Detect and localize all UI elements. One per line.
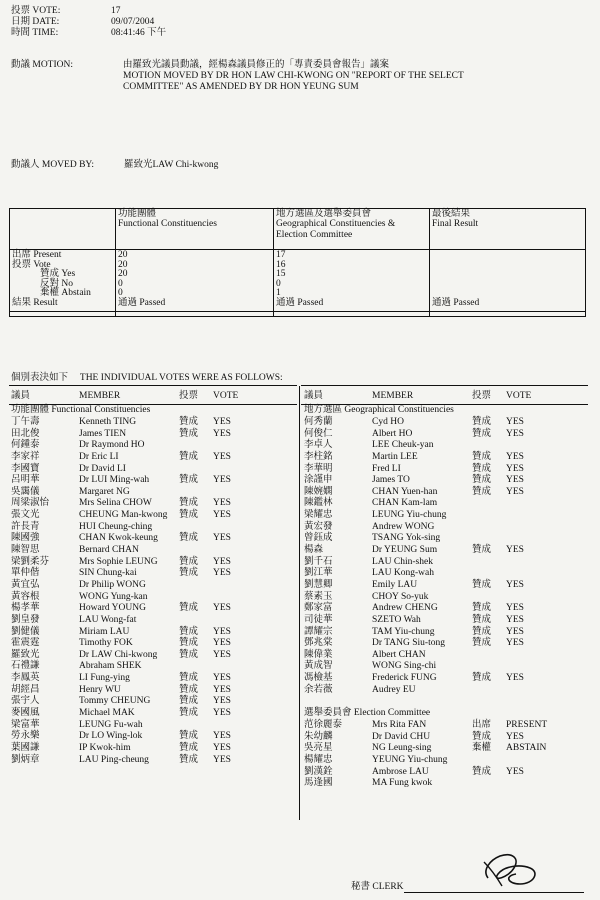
member-name-cn: 石禮謙 [11,661,40,672]
member-name-cn: 劉炳章 [11,754,40,765]
date-label: 日期 DATE: [11,17,60,27]
vote-cn: 贊成 [179,475,199,486]
left-column-headers: 議員 MEMBER 投票 VOTE [11,391,239,402]
fc-member-row [11,719,273,731]
vote-cn: 贊成 [179,603,199,614]
fc-member-row [11,754,273,766]
gc-member-row [304,475,566,487]
member-name-cn: 劉江華 [304,568,333,579]
member-name-cn: 吳靄儀 [11,486,40,497]
member-name-cn: 梁耀忠 [304,510,333,521]
vote-en: YES [506,673,524,684]
fc-values: 20 20 20 0 0 通過 Passed [116,250,274,317]
clerk-signature-line [404,892,584,893]
member-name-cn: 呂明華 [11,475,40,486]
vote-en: YES [213,696,231,707]
row-present: 出席 Present [12,250,62,260]
gc-member-row [304,638,566,650]
vote-en: YES [506,451,524,462]
member-name-en: CHOY So-yuk [372,591,429,602]
fc-member-row [11,603,273,615]
vote-cn: 贊成 [179,731,199,742]
fc-header: 功能團體 Functional Constituencies [116,209,274,250]
fc-member-row [11,533,273,545]
vote-cn: 贊成 [179,533,199,544]
member-name-cn: 勞永樂 [11,731,40,742]
member-name-en: Dr YEUNG Sum [372,545,438,556]
member-name-en: WONG Yung-kan [79,591,148,602]
vote-cn: 贊成 [179,684,199,695]
top-rule-left [9,385,297,386]
ec-member-row [304,731,566,743]
vote-cn: 贊成 [179,638,199,649]
motion-label: 動議 MOTION: [11,60,74,70]
member-name-en: Tommy CHEUNG [79,696,151,707]
vote-en: YES [213,475,231,486]
member-name-en: IP Kwok-him [79,742,131,753]
member-name-en: Albert HO [372,428,413,439]
gc-member-row [304,498,566,510]
vote-cn: 贊成 [179,696,199,707]
gc-member-row [304,568,566,580]
member-name-en: YEUNG Yiu-chung [372,754,448,765]
vote-cn: 贊成 [179,498,199,509]
right-column-headers: 議員 MEMBER 投票 VOTE [304,391,532,402]
vote-cn: 贊成 [179,451,199,462]
fc-member-row [11,743,273,755]
moved-by-label: 動議人 MOVED BY: [11,160,95,170]
member-name-cn: 馬逢國 [304,778,333,789]
member-name-cn: 李家祥 [11,451,40,462]
vote-cn: 出席 [472,720,492,731]
member-name-en: TSANG Yok-sing [372,533,441,544]
vote-en: PRESENT [506,720,548,731]
member-name-cn: 劉慧卿 [304,579,333,590]
ec-section-title: 選舉委員會 Election Committee [304,708,431,719]
vote-number: 17 [111,6,121,16]
gc-member-row [304,626,566,638]
motion-text [123,60,464,93]
summary-blank-header [10,209,116,250]
vote-en: YES [506,603,524,614]
member-name-cn: 涂謹申 [304,475,333,486]
gc-member-row [304,428,566,440]
gc-member-row [304,580,566,592]
fc-member-row [11,510,273,522]
gc-member-row [304,591,566,603]
member-name-en: Martin LEE [372,451,418,462]
clerk-signature [460,838,550,898]
member-name-cn: 劉皇發 [11,614,40,625]
vote-info [11,6,166,39]
vote-cn: 贊成 [472,603,492,614]
fc-member-row [11,486,273,498]
member-name-en: LAU Chin-shek [372,556,433,567]
vote-en: YES [213,428,231,439]
fc-member-row [11,591,273,603]
vote-en: YES [213,684,231,695]
member-name-en: Henry WU [79,684,121,695]
gc-member-row [304,661,566,673]
vote-en: YES [213,498,231,509]
vote-en: YES [213,754,231,765]
member-name-en: Albert CHAN [372,649,426,660]
vote-cn: 贊成 [179,568,199,579]
fc-member-row [11,417,273,429]
vote-cn: 贊成 [179,649,199,660]
member-name-cn: 單仲偕 [11,568,40,579]
gc-member-row [304,649,566,661]
member-name-en: Ambrose LAU [372,766,429,777]
member-name-en: MA Fung kwok [372,778,433,789]
motion-line-en-2: COMMITTEE" AS AMENDED BY DR HON YEUNG SUM [123,81,359,92]
member-name-cn: 楊孝華 [11,603,40,614]
vote-en: YES [213,626,231,637]
member-name-en: Cyd HO [372,417,404,427]
vote-cn: 贊成 [179,417,199,427]
vote-en: YES [506,614,524,625]
vote-cn: 贊成 [179,556,199,567]
fc-member-row [11,626,273,638]
member-name-en: NG Leung-sing [372,743,432,754]
row-abstain: 棄權 Abstain [40,288,91,298]
member-name-en: Howard YOUNG [79,603,146,614]
member-name-cn: 鄭家富 [304,603,333,614]
member-name-cn: 田北俊 [11,428,40,439]
fc-section-title: 功能團體 Functional Constituencies [11,405,151,416]
vote-cn: 贊成 [472,428,492,439]
fc-member-row [11,568,273,580]
ec-member-row [304,778,566,790]
member-name-en: James TO [372,475,410,486]
fc-member-row [11,428,273,440]
vote-cn: 贊成 [472,638,492,649]
fc-member-row [11,521,273,533]
vote-en: YES [213,742,231,753]
vote-en: YES [213,673,231,684]
vote-en: YES [506,766,524,777]
vote-cn: 贊成 [179,510,199,521]
member-name-en: Andrew WONG [372,521,435,532]
member-name-en: Andrew CHENG [372,603,438,614]
summary-row-labels [10,250,116,317]
gc-member-row [304,463,566,475]
member-name-cn: 李華明 [304,463,333,474]
member-name-cn: 吳亮星 [304,743,333,754]
member-name-cn: 霍震霆 [11,638,40,649]
gc-member-row [304,486,566,498]
gc-member-row [304,417,566,429]
member-name-en: Frederick FUNG [372,673,437,684]
member-name-en: LAU Wong-fat [79,614,137,625]
moved-by-value: 羅致光LAW Chi-kwong [124,160,219,170]
member-name-cn: 李鳳英 [11,673,40,684]
member-name-en: LAU Kong-wah [372,568,435,579]
vote-cn: 贊成 [472,451,492,462]
gc-member-row [304,603,566,615]
vote-cn: 贊成 [179,708,199,719]
member-name-en: Timothy FOK [79,638,133,649]
member-name-cn: 黃成智 [304,661,333,672]
member-name-en: Margaret NG [79,486,130,497]
row-result: 結果 Result [12,297,58,308]
fc-member-row [11,475,273,487]
vote-cn: 贊成 [472,731,492,742]
fc-member-row [11,696,273,708]
member-name-cn: 劉漢銓 [304,766,333,777]
member-name-en: Bernard CHAN [79,545,139,556]
gc-member-row [304,510,566,522]
gc-member-row [304,545,566,557]
member-name-en: Dr LO Wing-lok [79,731,143,742]
member-name-cn: 麥國風 [11,708,40,719]
member-name-en: Dr Eric LI [79,451,119,462]
member-name-cn: 曾鈺成 [304,533,333,544]
clerk-label: 秘書 CLERK [351,882,404,892]
gc-member-row [304,673,566,685]
member-name-en: Abraham SHEK [79,661,142,672]
vote-en: YES [213,603,231,614]
member-name-en: SIN Chung-kai [79,568,137,579]
vote-cn: 贊成 [179,673,199,684]
member-name-cn: 陳偉業 [304,649,333,660]
member-name-en: LEE Cheuk-yan [372,440,434,451]
row-yes: 贊成 Yes [40,269,76,279]
vote-en: YES [506,626,524,637]
vote-cn: 贊成 [472,614,492,625]
fc-member-row [11,615,273,627]
ec-member-row [304,766,566,778]
vote-en: YES [506,417,524,427]
vote-en: YES [506,579,524,590]
vote-en: YES [213,533,231,544]
vote-en: YES [213,510,231,521]
member-name-en: Dr LUI Ming-wah [79,475,150,486]
final-header: 最後結果 Final Result [430,209,586,250]
member-name-en: SZETO Wah [372,614,421,625]
member-name-en: Mrs Rita FAN [372,720,427,731]
individual-votes-intro: 個別表決如下 THE INDIVIDUAL VOTES WERE AS FOLLOWS: [11,373,283,383]
time-value: 08:41:46 下午 [111,28,167,38]
gc-header: 地方選區及選舉委員會 Geographical Constituencies & Election Committee [274,209,430,250]
vote-cn: 贊成 [179,742,199,753]
member-name-en: Michael MAK [79,708,135,719]
gc-member-row [304,684,566,696]
gc-list [304,405,566,790]
member-name-en: TAM Yiu-chung [372,626,435,637]
member-name-en: James TIEN [79,428,127,439]
member-name-en: Fred LI [372,463,401,474]
member-name-cn: 何俊仁 [304,428,333,439]
member-name-cn: 梁富華 [11,719,40,730]
vote-en: YES [506,428,524,439]
member-name-cn: 李國寶 [11,463,40,474]
member-name-cn: 周梁淑怡 [11,498,50,509]
member-name-en: CHAN Kwok-keung [79,533,158,544]
vote-cn: 贊成 [472,673,492,684]
date-value: 09/07/2004 [111,17,155,27]
member-name-en: Mrs Selina CHOW [79,498,152,509]
member-name-en: Dr LAW Chi-kwong [79,649,158,660]
member-name-cn: 何秀蘭 [304,417,333,427]
fc-member-row [11,498,273,510]
ec-member-row [304,743,566,755]
fc-list [11,405,273,766]
vote-en: YES [506,638,524,649]
member-name-cn: 李卓人 [304,440,333,451]
member-name-en: Dr Raymond HO [79,440,145,451]
member-name-cn: 劉健儀 [11,626,40,637]
member-name-cn: 楊森 [304,545,324,556]
fc-member-row [11,556,273,568]
gc-member-row [304,556,566,568]
member-name-cn: 胡經昌 [11,684,40,695]
result-row-divider [9,311,585,312]
vote-en: YES [213,556,231,567]
vote-cn: 贊成 [179,754,199,765]
vote-en: YES [213,708,231,719]
member-name-en: LAU Ping-cheung [79,754,149,765]
member-name-cn: 許長青 [11,521,40,532]
fc-member-row [11,649,273,661]
final-result: 通過 Passed [432,297,480,308]
vote-cn: 贊成 [472,486,492,497]
member-name-cn: 譚耀宗 [304,626,333,637]
member-name-en: Miriam LAU [79,626,130,637]
vote-cn: 贊成 [472,417,492,427]
member-name-cn: 陳智思 [11,545,40,556]
vote-cn: 贊成 [472,475,492,486]
gc-member-row [304,452,566,464]
vote-label: 投票 VOTE: [11,6,61,16]
member-name-en: WONG Sing-chi [372,661,437,672]
member-name-cn: 羅致光 [11,649,40,660]
member-name-cn: 范徐麗泰 [304,720,343,731]
member-name-cn: 朱幼麟 [304,731,333,742]
column-divider [299,386,300,820]
gc-member-row [304,615,566,627]
vote-en: YES [213,568,231,579]
member-name-cn: 張文光 [11,510,40,521]
gc-member-row [304,521,566,533]
member-name-cn: 蔡素玉 [304,591,333,602]
member-name-cn: 楊耀忠 [304,754,333,765]
member-name-en: Audrey EU [372,684,416,695]
time-label: 時間 TIME: [11,28,59,38]
member-name-en: Mrs Sophie LEUNG [79,556,158,567]
vote-en: YES [213,451,231,462]
fc-member-row [11,463,273,475]
member-name-en: Dr David CHU [372,731,431,742]
member-name-cn: 李柱銘 [304,451,333,462]
member-name-cn: 張宇人 [11,696,40,707]
fc-member-row [11,580,273,592]
member-name-cn: 余若薇 [304,684,333,695]
top-rule-right [301,385,588,386]
fc-member-row [11,673,273,685]
vote-en: YES [213,731,231,742]
member-name-cn: 劉千石 [304,556,333,567]
vote-en: YES [213,638,231,649]
member-name-cn: 黃宜弘 [11,579,40,590]
member-name-en: Dr David LI [79,463,126,474]
member-name-cn: 陳婉嫻 [304,486,333,497]
vote-cn: 贊成 [472,579,492,590]
member-name-en: LI Fung-ying [79,673,130,684]
fc-member-row [11,452,273,464]
vote-cn: 贊成 [179,428,199,439]
member-name-cn: 何鍾泰 [11,440,40,451]
member-name-cn: 鄧兆棠 [304,638,333,649]
fc-member-row [11,684,273,696]
row-vote: 投票 Vote [12,259,51,270]
vote-en: YES [506,545,524,556]
member-name-en: LEUNG Yiu-chung [372,510,447,521]
vote-cn: 棄權 [472,743,492,754]
member-name-cn: 陳鑑林 [304,498,333,509]
vote-en: YES [506,475,524,486]
fc-member-row [11,708,273,720]
member-name-cn: 丁午壽 [11,417,40,427]
ec-member-row [304,755,566,767]
member-name-en: Emily LAU [372,579,418,590]
vote-cn: 贊成 [472,766,492,777]
vote-en: ABSTAIN [506,743,547,754]
gc-section-title: 地方選區 Geographical Constituencies [304,405,454,416]
gc-values: 17 16 15 0 1 通過 Passed [274,250,430,317]
vote-cn: 贊成 [472,545,492,556]
member-name-en: Kenneth TING [79,417,137,427]
result-summary-table [9,208,586,317]
fc-member-row [11,440,273,452]
vote-cn: 贊成 [472,463,492,474]
vote-en: YES [213,417,231,427]
motion-line-cn: 由羅致光議員動議，經楊森議員修正的「專責委員會報告」議案 [123,60,390,70]
vote-cn: 贊成 [472,626,492,637]
member-name-en: Dr TANG Siu-tong [372,638,445,649]
member-name-cn: 黃容根 [11,591,40,602]
vote-cn: 贊成 [179,626,199,637]
fc-member-row [11,731,273,743]
fc-member-row [11,638,273,650]
member-name-en: CHEUNG Man-kwong [79,510,168,521]
final-values [430,250,586,317]
member-name-cn: 司徒華 [304,614,333,625]
member-name-cn: 葉國謙 [11,742,40,753]
vote-en: YES [506,731,524,742]
member-name-en: CHAN Yuen-han [372,486,438,497]
member-name-en: Dr Philip WONG [79,579,146,590]
fc-member-row [11,545,273,557]
member-name-en: LEUNG Fu-wah [79,719,143,730]
vote-en: YES [506,486,524,497]
gc-member-row [304,440,566,452]
member-name-en: HUI Cheung-ching [79,521,153,532]
vote-en: YES [506,463,524,474]
member-name-cn: 陳國強 [11,533,40,544]
vote-en: YES [213,649,231,660]
member-name-en: CHAN Kam-lam [372,498,438,509]
row-no: 反對 No [40,278,73,289]
fc-member-row [11,661,273,673]
member-name-cn: 馮檢基 [304,673,333,684]
member-name-cn: 梁劉柔芬 [11,556,50,567]
motion-line-en-1: MOTION MOVED BY DR HON LAW CHI-KWONG ON "REPORT OF THE SELECT [123,70,464,81]
member-name-cn: 黃宏發 [304,521,333,532]
gc-member-row [304,533,566,545]
ec-member-row [304,720,566,732]
